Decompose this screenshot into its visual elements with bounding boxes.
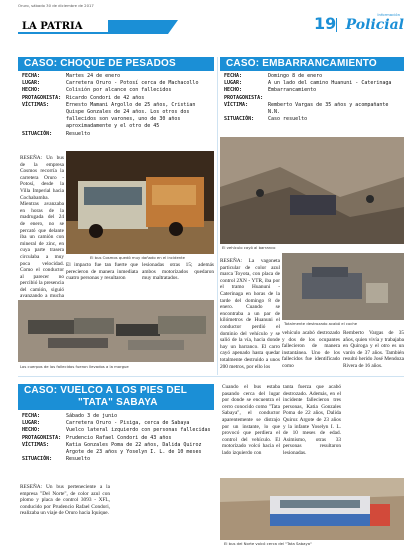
section-separator (18, 376, 404, 377)
fact-value: Martes 24 de enero (66, 73, 121, 79)
fact-row (224, 102, 402, 116)
fact-value: Vuelco lateral izquierdo con personas fallecidas (66, 427, 211, 434)
case1-photo-bus (66, 151, 214, 254)
fact-row (224, 87, 402, 94)
fact-row (22, 413, 212, 420)
fact-key: HECHO: (22, 87, 41, 94)
bus-crash-image (66, 151, 214, 254)
fact-row (224, 73, 402, 80)
case1-text-col3: lesionadas otras 15; además ambos motorizados quedaron muy maltratados. (142, 262, 214, 282)
fact-value: Remberto Vargas de 35 años y acompañante N.N. (268, 101, 389, 116)
case3-photo-bus (220, 478, 404, 540)
case2-text-col1: RESEÑA: La vagoneta particular de color azul marca Toyota, con placa de control 2XN - YTR, iba por el tramo Huanuni - Caterinaga en horas de la tarde del domingo 8 de enero. Cuando se encontraba a un par de kilómetros de Huanuni el conductor perdió el dominio del vehículo y se salió de la vía, hacia donde hay un barranco. El carro cayó apenado hasta quedar totalmente destruido a unos 200 metros, por ello los (220, 258, 280, 370)
case2-title: CASO: EMBARRANCAMIENTO (220, 57, 404, 71)
fact-row (22, 435, 212, 442)
case2-text-col3: Remberto Vargas de 35 años, quien vivía y trabajaba en Quiroga y el otro es un varón de 37 años. También resultó herido José Mendoza Rivera de 16 años. (343, 330, 404, 369)
newspaper-logo: LA PATRIA (18, 20, 108, 34)
fact-value: Domingo 8 de enero (268, 73, 323, 79)
case1-text-col2: El impacto fue tan fuerte que perecieron de manera inmediata cuatro personas y resultaron (66, 262, 138, 282)
fact-row (224, 95, 402, 102)
fact-row (22, 95, 212, 102)
fact-value: Sábado 3 de junio (66, 413, 118, 419)
fact-key: FECHA: (22, 73, 41, 79)
fact-key: VÍCTIMA: (224, 101, 249, 108)
case2-photo-ravine (220, 137, 404, 244)
fact-key: SITUACIÓN: (22, 130, 53, 137)
fact-value: Prudencio Rafael Condori de 43 años (66, 434, 172, 441)
case3-title-line2: "TATA" SABAYA (78, 397, 158, 408)
column-divider (217, 57, 218, 375)
case3-facts (22, 413, 212, 463)
masthead (18, 12, 404, 36)
page-number: 19 (314, 14, 337, 33)
case1-facts (22, 73, 212, 138)
fact-row (22, 87, 212, 94)
fact-value: Carretera Oruro - Potosí cerca de Machacollo (66, 80, 199, 87)
bodies-image (18, 300, 214, 362)
fact-key: VÍCTIMAS: (22, 101, 50, 108)
case3-text-col2: Cuando el bus estaba pasando cerca del lugar por donde se encuentra el cerro conocido como "Tata Sabaya", el conductor aparentemente se distrajo por un instante, lo que provocó que perdiera el control del vehículo. El motorizado volcó hacia el lado izquierdo con (222, 384, 280, 456)
fact-key: FECHA: (22, 413, 41, 419)
fact-value: Resuelto (66, 130, 91, 137)
fact-key: SITUACIÓN: (224, 116, 255, 123)
fact-value: Resuelto (66, 456, 91, 463)
case3-photo-caption: El bus del Norte volcó cerca del "Tata Sabaya" (224, 541, 312, 546)
case1-photo-bodies (18, 300, 214, 362)
header-divider (336, 18, 337, 32)
fact-key: HECHO: (224, 87, 243, 94)
fact-key: FECHA: (224, 73, 243, 79)
case2-facts (224, 73, 402, 123)
case1-text-col1: RESEÑA: Un bus de la empresa Cosmos recorría la carretera Oruro - Potosí, desde la Villa Imperial hacia Cochabamba. Mientras avanzaba en horas de la madrugada del 24 de enero, no se percató que delante iba un camión con mineral de zinc, en cuya parte trasera circulaba a muy poca velocidad. Como el conductor al parecer no percibió la presencia del camión, siguió avanzando a mucha (20, 155, 64, 300)
fact-value: Colisión por alcance con fallecidos (66, 87, 172, 94)
fact-value: Ricardo Condori de 42 años (66, 94, 145, 101)
fact-key: LUGAR: (22, 420, 41, 427)
ravine-image (220, 137, 404, 244)
case1-photo2-caption: Los cuerpos de los fallecidos fueron llevados a la morgue (20, 364, 129, 369)
case1-title: CASO: CHOQUE DE PESADOS (18, 57, 214, 71)
case2-photo1-caption: El vehículo cayó al barranco (222, 245, 276, 250)
case3-title (18, 384, 214, 410)
fact-row (22, 427, 212, 434)
case3-text-col1: RESEÑA: Un bus perteneciente a la empresa "Del Norte", de color azul con plomo y placa de control 3093 - XFL, conducido por Prudencio Rafael Condori, realizaba un viaje de Oruro hacia Iquique. (20, 484, 110, 517)
fact-row (224, 80, 402, 87)
fact-key: PROTAGONISTA: (224, 94, 264, 101)
fact-row (22, 456, 212, 463)
fact-value (268, 95, 402, 102)
case2-photo2-caption: Totalmente destrozado acabó el coche (284, 321, 358, 326)
case3-title-line1: CASO: VUELCO A LOS PIES DEL (24, 385, 188, 396)
case2-photo-wreck (282, 253, 404, 320)
fact-value: Ernesto Mamani Argollo de 25 años, Cristian Quispe Gonzales de 24 años. Los otros dos fallecidos son varones, uno de 30 años aproximadamente y el otro de 45 (66, 101, 196, 130)
fact-value: A un lado del camino Huanuni - Caterinaga (268, 80, 392, 87)
fact-value: Katia Gonzales Poma de 22 años, Dalida Quiroz Argote de 23 años y Yoselyn I. L. de 10 meses (66, 441, 202, 456)
fact-value: Embarrancamiento (268, 87, 317, 94)
case2-text-col2: vehículo acabó destrozado y dos de los ocupantes fallecieron de manera instantánea. Uno de los fallecidos fue identificado como (282, 330, 340, 369)
fact-key: PROTAGONISTA: (22, 434, 62, 441)
fact-value: Carretera Oruro - Pisiga, cerca de Sabaya (66, 420, 190, 427)
fact-key: HECHO: (22, 427, 41, 434)
fact-key: LUGAR: (224, 80, 243, 87)
fact-key: PROTAGONISTA: (22, 94, 62, 101)
wreck-image (282, 253, 404, 320)
section-logo (338, 12, 406, 34)
dateline: Oruro, sábado 30 de diciembre de 2017 (18, 3, 94, 8)
section-title: Policial (345, 17, 404, 33)
fact-row (224, 116, 402, 123)
case1-photo1-caption: El bus Cosmos quedó muy dañado en el incidente (90, 255, 186, 260)
fact-row (22, 102, 212, 131)
fact-key: VÍCTIMAS: (22, 441, 50, 448)
case3-text-col3: tanta fuerza que acabó destrozado. Además, en el incidente fallecieron tres personas, Katia Gonzales Poma de 22 años, Dalida Quiroz Argote de 23 años y la infante Yoselyn I. L. de 10 meses de edad. Asimismo, otras 33 personas resultaron lesionadas. (283, 384, 341, 456)
fact-key: LUGAR: (22, 80, 41, 87)
overturned-bus-image (220, 478, 404, 540)
fact-row (22, 131, 212, 138)
section-superscript: Información (377, 12, 400, 17)
fact-row (22, 442, 212, 456)
fact-row (22, 420, 212, 427)
fact-value: Caso resuelto (268, 116, 308, 123)
fact-key: SITUACIÓN: (22, 456, 53, 463)
